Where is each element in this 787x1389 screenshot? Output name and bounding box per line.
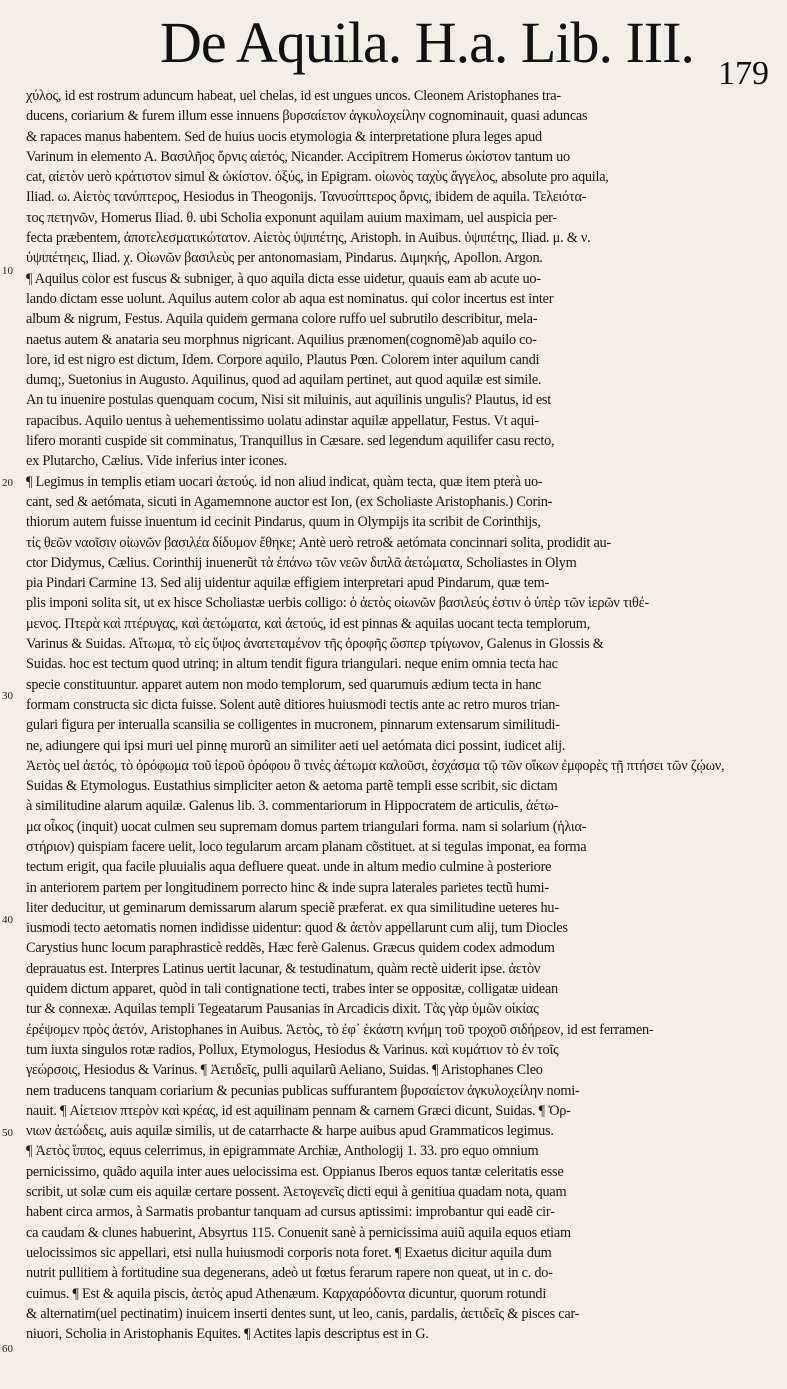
text-line: χύλος, id est rostrum aduncum habeat, uel chelas, id est ungues uncos. Cleonem Aristophanes tra- bbox=[26, 88, 561, 104]
text-line: pia Pindari Carmine 13. Sed alij uidentur aquilæ effigiem interpretari apud Pindarum, quæ tem- bbox=[26, 575, 549, 592]
text-line: in anteriorem partem per longitudinem porrecto hinc & inde supra laterales parietes tectũ humi- bbox=[26, 879, 549, 896]
text-line: ex Plutarcho, Cælius. Vide inferius inter icones. bbox=[26, 453, 288, 470]
text-line: Ἀετὸς uel ἀετός, τὸ ὀρόφωμα τοῦ ἱεροῦ ὀρόφου ὃ τινὲς ἀέτωμα καλοῦσι, ἐσχάσμα τῷ τῶν οἴκων ἐμφορὲς τῇ πτήσει τῶν ζῴων, bbox=[26, 757, 725, 774]
margin-number: 40 bbox=[2, 914, 13, 926]
text-line: tectum erigit, qua facile pluuialis aqua defluere queat. unde in altum medio culmine à posteriore bbox=[26, 859, 552, 876]
text-line: tur & connexæ. Aquilas templi Tegeatarum Pausanias in Arcadicis dixit. Τὰς γὰρ ὑμῶν οἰκίας bbox=[26, 1001, 539, 1018]
text-line: plis imponi solita sit, ut ex hisce Scholiastæ uerbis colligo: ὁ ἀετὸς οἰωνῶν βασιλεύς ἐστιν ὁ ὑπὲρ τῶν ἱερῶν τιθέ- bbox=[26, 595, 649, 612]
text-line: ἐρέψομεν πρὸς ἀετόν, Aristophanes in Auibus. Ἀετὸς, τὸ ἐφ᾽ ἑκάστη κνήμη τοῦ τροχοῦ σιδήρεον, id est ferramen- bbox=[26, 1021, 654, 1038]
margin-number: 60 bbox=[2, 1343, 13, 1355]
text-line: μα οἶκος (inquit) uocat culmen seu supremam domus partem triangulari forma. nam si solarium (ἡλια- bbox=[26, 818, 587, 835]
page-number: 179 bbox=[718, 55, 769, 92]
text-line: ctor Didymus, Cælius. Corinthij inuenerũt τὰ ἐπάνω τῶν νεῶν διπλᾶ ἀετώματα, Scholiastes in Olym bbox=[26, 554, 577, 571]
text-line: album & nigrum, Festus. Aquila quidem germana colore ruffo uel subrutilo describitur, mela- bbox=[26, 311, 538, 328]
text-line: ca caudam & clunes habuerint, Absyrtus 115. Conuenit sanè à pernicissima auiũ aquila equos etiam bbox=[26, 1224, 571, 1241]
text-line: ¶ Legimus in templis etiam uocari ἀετούς. id non aliud indicat, quàm tecta, quæ item pterà uo- bbox=[26, 473, 543, 490]
text-line: nem traducens tanquam coriarium & pecunias publicas suffurantem βυρσαίετον ἀγκυλοχείλην nomi- bbox=[26, 1082, 580, 1099]
text-line: & rapaces manus habentem. Sed de huius uocis etymologia & interpretatione plura leges apud bbox=[26, 128, 542, 145]
text-line: dumq;, Suetonius in Augusto. Aquilinus, quod ad aquilam pertinet, aut quod aquilæ est simile. bbox=[26, 372, 542, 389]
text-line: gulari figura per interualla scansilia se colligentes in mucronem, pinnarum extensarum similitudi- bbox=[26, 717, 560, 734]
text-line: ducens, coriarium & furem illum esse innuens βυρσαίετον ἀγκυλοχείλην cognominauit, quasi aduncas bbox=[26, 108, 588, 125]
text-line: lore, id est nigro est dictum, Idem. Corpore aquilo, Plautus Pœn. Colorem inter aquilum candi bbox=[26, 351, 540, 368]
text-line: quidem dictum apparet, quòd in tali contignatione tecti, trabes inter se oppositæ, colligatæ uidean bbox=[26, 981, 558, 998]
text-line: ¶ Ἀετὸς ἵππος, equus celerrimus, in epigrammate Archiæ, Anthologij 1. 33. pro equo omnium bbox=[26, 1143, 539, 1160]
margin-number: 10 bbox=[2, 265, 13, 277]
text-line: habent circa armos, à Sarmatis probantur tanquam ad cursus aptissimi: improbantur qui eadẽ cir- bbox=[26, 1204, 555, 1221]
text-line: τίς θεῶν ναοῖσιν οἰωνῶν βασιλέα δίδυμον ἔθηκε; Antè uerò retro& aetómata concinnari solita, prodidit au- bbox=[26, 534, 611, 551]
text-line: naetus autem & anataria seu morphnus nigricant. Aquilius prænomen(cognomẽ)ab aquilo co- bbox=[26, 331, 537, 348]
text-line: scribit, ut solæ cum eis aquilæ certare possent. Ἀετογενεῖς dicti equi à genitiua quadam nota, quam bbox=[26, 1184, 567, 1201]
text-line: pernicissimo, quãdo aquila inter aues uelocissima est. Oppianus Iberos equos tantæ celeritatis esse bbox=[26, 1163, 564, 1180]
text-line: liter deducitur, ut geminarum demissarum alarum speciẽ præferat. ex qua similitudine ueteres hu- bbox=[26, 899, 559, 916]
text-line: deprauatus est. Interpres Latinus uertit lacunar, & testudinatum, quàm rectè uiderit ipse. ἀετὸν bbox=[26, 960, 541, 977]
page-header bbox=[0, 0, 787, 92]
text-line: à similitudine alarum aquilæ. Galenus lib. 3. commentariorum in Hippocratem de articulis, ἀέτω- bbox=[26, 798, 559, 815]
text-line: rapacibus. Aquilo uentus à uehementissimo uolatu adinstar aquilæ appellatur, Festus. Vt aqui- bbox=[26, 412, 539, 429]
text-line: specie constituuntur. apparet autem non modo templorum, sed quarumuis ædium tecta in hanc bbox=[26, 676, 542, 693]
text-line: Suidas & Etymologus. Eustathius simpliciter aeton & aetoma partẽ templi esse scribit, sic dictam bbox=[26, 778, 558, 795]
text-line: formam constructa sic dicta fuisse. Solent autẽ ditiores huiusmodi tectis ante ac retro muros trian- bbox=[26, 696, 560, 713]
text-line: niuori, Scholia in Aristophanis Equites. ¶ Actites lapis descriptus est in G. bbox=[26, 1326, 429, 1343]
text-line: fecta præbentem, ἀποτελεσματικώτατον. Αἰετὸς ὑψιπέτης, Aristoph. in Auibus. ὑψιπέτης, Iliad. μ. & ν. bbox=[26, 230, 591, 247]
running-title: De Aquila. H.a. Lib. III. bbox=[160, 10, 694, 75]
margin-number: 30 bbox=[2, 690, 13, 702]
text-line: nauit. ¶ Αἰετειον πτερὸν καὶ κρέας, id est aquilinam pennam & carnem Græci dicunt, Suidas. ¶ Ὀρ- bbox=[26, 1102, 571, 1119]
text-line: Varinum in elemento A. Βασιλῆος ὄρνις αἰετός, Nicander. Accipitrem Homerus ὠκίστον tantum uo bbox=[26, 148, 570, 165]
text-line: Iliad. ω. Αἰετὸς τανύπτερος, Hesiodus in Theogonijs. Τανυσίπτερος ὄρνις, ibidem de aquila. Τελειότα- bbox=[26, 189, 587, 206]
text-line: cant, sed & aetómata, sicuti in Agamemnone auctor est Ion, (ex Scholiaste Aristophanis.) Corin- bbox=[26, 493, 553, 510]
text-line: thiorum autem fuisse inuentum id cecinit Pindarus, quum in Olympijs ita scribit de Corinthijs, bbox=[26, 514, 541, 531]
text-line: ὑψιπέτηεις, Iliad. χ. Οἰωνῶν βασιλεὺς per antonomasiam, Pindarus. Διμηκής, Apollon. Argon. bbox=[26, 250, 543, 267]
margin-number: 50 bbox=[2, 1127, 13, 1139]
text-line: An tu inuenire postulas quenquam cocum, Nisi sit miluinis, aut aquilinis ungulis? Plautus, id est bbox=[26, 392, 551, 409]
text-line: ne, adiungere qui ipsi muri uel pinnę murorũ an similiter aeti uel aetómata dici possint, iudicet alij. bbox=[26, 737, 566, 754]
text-line: Varinus & Suidas. Αἴτωμα, τὸ εἰς ὕψος ἀνατεταμένον τῆς ὀροφῆς ὥσπερ τρίγωνον, Galenus in Glossis & bbox=[26, 636, 604, 653]
text-line: Carystius hunc locum paraphrasticè reddẽs, Hæc ferè Galenus. Græcus quidem codex admodum bbox=[26, 940, 555, 957]
text-line: γεώρσοις, Hesiodus & Varinus. ¶ Ἀετιδεῖς, pulli aquilarũ Aeliano, Suidas. ¶ Aristophanes Cleo bbox=[26, 1062, 543, 1079]
text-line: Suidas. hoc est tectum quod utrinq; in altum tendit figura triangulari. neque enim omnia tecta hac bbox=[26, 656, 558, 673]
text-line: nutrit pullitiem à fortitudine sua degenerans, adeò ut fœtus ferarum rapere non queat, ut in c. do- bbox=[26, 1265, 553, 1282]
text-line: νιων ἀετώδεις, auis aquilæ similis, ut de catarrhacte & harpe auibus apud Grammaticos legimus. bbox=[26, 1123, 554, 1140]
text-line: στήριον) quispiam facere uelit, loco tegularum arcam planam cõstituet. at si tegulas imponat, ea forma bbox=[26, 838, 587, 855]
text-line: uelocissimos sic appellari, etsi nulla huiusmodi corporis nota foret. ¶ Exaetus dicitur aquila dum bbox=[26, 1244, 552, 1261]
text-line: cuimus. ¶ Est & aquila piscis, ἀετὸς apud Athenæum. Καρχαρόδοντα dicuntur, quorum rotundi bbox=[26, 1285, 547, 1302]
text-line: lando dictam esse uolunt. Aquilus autem color ab aqua est nominatus. qui color incertus est inter bbox=[26, 290, 554, 307]
margin-number: 20 bbox=[2, 477, 13, 489]
text-line: & alternatim(uel pectinatim) inuicem inserti dentes sunt, ut leo, canis, pardalis, ἀετιδεῖς & pisces car- bbox=[26, 1305, 580, 1322]
text-line: ¶ Aquilus color est fuscus & subniger, à quo aquila dicta esse uidetur, quauis eam ab acute uo- bbox=[26, 270, 541, 287]
text-line: tum iuxta singulos rotæ radios, Pollux, Etymologus, Hesiodus & Varinus. καὶ κυμάτιον τὸ ἐν τοῖς bbox=[26, 1041, 559, 1058]
text-line: cat, αἰετὸν uerò κράτιστον simul & ὠκίστον. ὀξύς, in Epigram. οἰωνὸς ταχὺς ἄγγελος, absolute pro aquila, bbox=[26, 169, 609, 186]
text-line: lifero moranti cuspide sit comminatus, Tranquillus in Cæsare. sed legendum aquilifer casu recto, bbox=[26, 433, 555, 450]
text-line: μενος. Πτερὰ καὶ πτέρυγας, καὶ ἀετώματα, καὶ ἀετούς, id est pinnas & aquilas uocant tecta templorum, bbox=[26, 615, 590, 632]
text-line: τος πετηνῶν, Homerus Iliad. θ. ubi Scholia exponunt aquilam auium maximam, uel auspicia per- bbox=[26, 209, 557, 226]
text-line: iusmodi tecto aetomatis nomen indidisse uidentur: quod & ἀετὸν appellarunt cum alij, tum Diocles bbox=[26, 920, 568, 937]
body-text bbox=[26, 86, 778, 1344]
